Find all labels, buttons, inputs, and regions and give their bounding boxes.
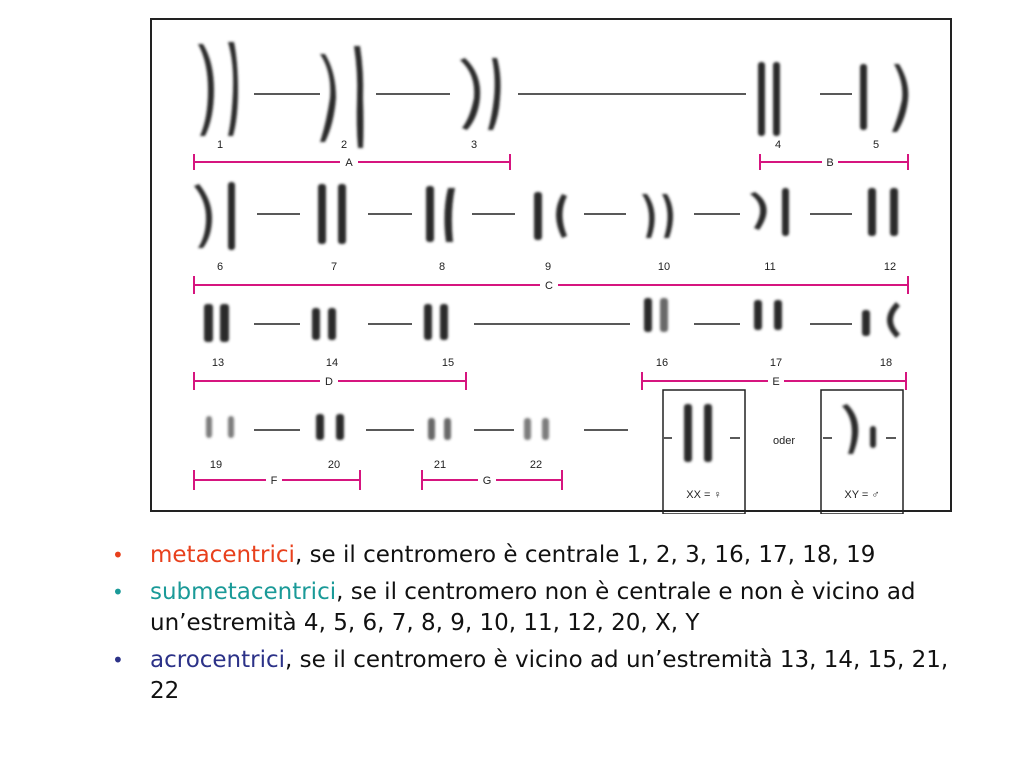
chromosome-17 — [754, 300, 782, 330]
chromosome-label: 10 — [657, 261, 671, 273]
chromosome-label: 3 — [470, 139, 478, 151]
chromosome-20 — [316, 414, 344, 440]
chromosome-number-labels — [210, 139, 896, 471]
group-label-g: G — [482, 475, 492, 487]
chromosome-label: 7 — [330, 261, 338, 273]
chromosome-18 — [862, 302, 900, 338]
chromosome-13 — [204, 304, 229, 342]
chromosome-22 — [524, 418, 549, 440]
chromosome-label: 22 — [529, 459, 543, 471]
chromosome-21 — [428, 418, 451, 440]
chromosome-2 — [320, 46, 364, 148]
chromosome-label: 2 — [340, 139, 348, 151]
group-letters — [271, 157, 834, 487]
chromosome-xx — [684, 404, 712, 462]
group-brackets — [194, 154, 908, 490]
chromosome-label: 15 — [441, 357, 455, 369]
group-label-e: E — [772, 376, 780, 388]
chromosome-12 — [868, 188, 898, 236]
chromosome-19 — [206, 416, 234, 438]
chromosome-16 — [644, 298, 668, 332]
group-label-c: C — [545, 280, 553, 292]
description-metacentric: , se il centromero è centrale 1, 2, 3, 16, 17, 18, 19 — [294, 542, 876, 568]
chromosome-label: 6 — [216, 261, 224, 273]
chromosome-label: 9 — [544, 261, 552, 273]
bullet-dot: • — [112, 543, 124, 567]
term-acrocentric: acrocentrici — [150, 647, 286, 673]
chromosome-1 — [198, 42, 238, 136]
chromosome-label: 18 — [879, 357, 893, 369]
chromosome-label: 11 — [764, 261, 776, 273]
sex-chromosome-boxes — [663, 390, 903, 514]
xx-label: XX = ♀ — [686, 489, 722, 501]
term-metacentric: metacentrici — [150, 542, 295, 568]
chromosome-14 — [312, 308, 336, 340]
group-label-a: A — [345, 157, 353, 169]
bullet-dot: • — [112, 648, 124, 672]
chromosome-label: 1 — [216, 139, 224, 151]
group-label-d: D — [325, 376, 333, 388]
chromosome-label: 16 — [655, 357, 669, 369]
chromosome-4 — [758, 62, 780, 136]
chromosome-label: 20 — [327, 459, 341, 471]
term-submetacentric: submetacentrici — [150, 579, 337, 605]
chromosome-15 — [424, 304, 448, 340]
chromosome-label: 4 — [774, 139, 782, 151]
list-item-metacentric — [112, 540, 982, 571]
description-acrocentric: , se il centromero è vicino ad un’estremità 13, 14, 15, 21, 22 — [150, 647, 949, 704]
chromosome-label: 14 — [325, 357, 339, 369]
chromosome-label: 13 — [211, 357, 225, 369]
list-item-acrocentric — [112, 645, 982, 707]
chromosome-shapes — [194, 42, 908, 462]
group-label-f: F — [270, 475, 278, 487]
description-submetacentric: , se il centromero non è centrale e non è vicino ad un’estremità 4, 5, 6, 7, 8, 9, 10, 11, 12, 20, X, Y — [150, 579, 916, 636]
chromosome-xy — [842, 404, 876, 454]
chromosome-label: 8 — [438, 261, 446, 273]
chromosome-3 — [460, 58, 501, 130]
chromosome-11 — [750, 188, 789, 236]
bullet-dot: • — [112, 580, 124, 604]
chromosome-6 — [194, 182, 235, 250]
chromosome-10 — [642, 194, 673, 238]
group-label-b: B — [826, 157, 834, 169]
chromosome-label: 5 — [872, 139, 880, 151]
chromosome-label: 21 — [433, 459, 447, 471]
chromosome-label: 17 — [769, 357, 783, 369]
chromosome-label: 19 — [209, 459, 223, 471]
xy-label: XY = ♂ — [844, 489, 880, 501]
chromosome-9 — [534, 192, 567, 240]
chromosome-5 — [860, 64, 908, 132]
chromosome-7 — [318, 184, 346, 244]
chromosome-label: 12 — [883, 261, 897, 273]
chromosome-8 — [426, 186, 455, 242]
bullet-list — [112, 540, 982, 713]
karyotype-figure — [150, 18, 952, 512]
karyotype-diagram — [152, 20, 954, 514]
or-label: oder — [772, 435, 796, 447]
list-item-submetacentric — [112, 577, 982, 639]
